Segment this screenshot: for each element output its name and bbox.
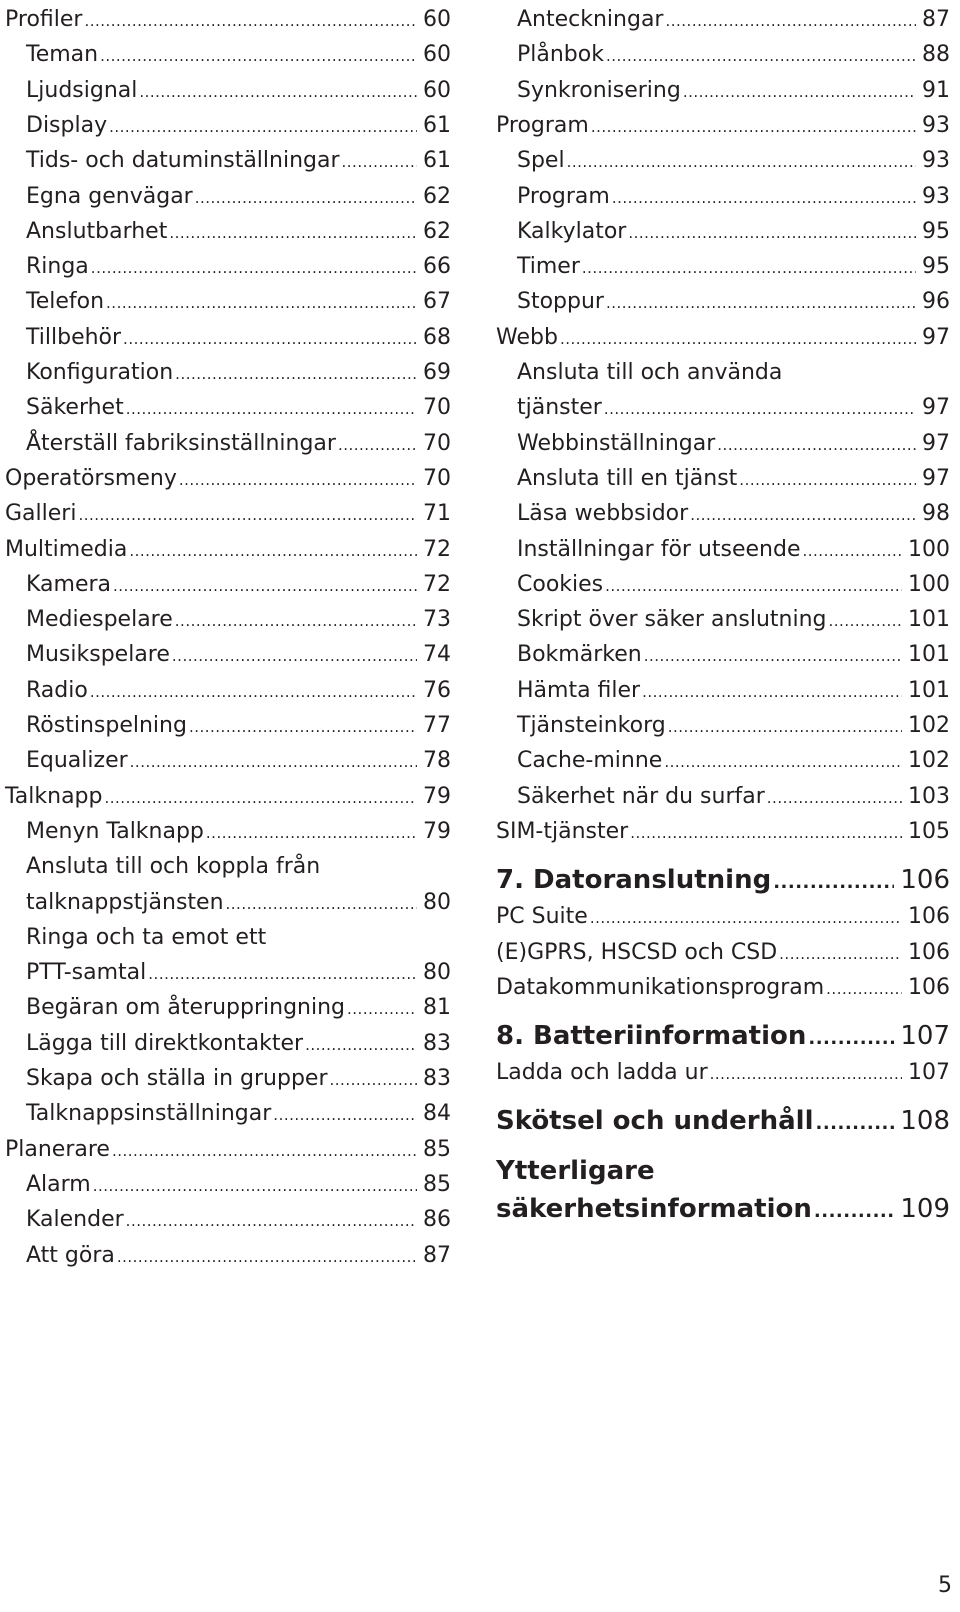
toc-entry-title: Plånbok (517, 42, 604, 68)
toc-entry-title: Ladda och ladda ur (496, 1060, 708, 1086)
toc-entry-title: Galleri (5, 501, 77, 527)
dot-leader (642, 673, 902, 710)
toc-entry-page: 60 (423, 77, 451, 103)
toc-entry-talknapp[interactable] (5, 779, 451, 816)
toc-entry-skötsel-och-underhåll[interactable] (496, 1102, 950, 1143)
toc-entry-talknappsinställningar[interactable] (5, 1096, 451, 1133)
toc-entry-page: 81 (423, 995, 451, 1021)
toc-entry-tids-och-datuminställningar[interactable] (5, 143, 451, 180)
toc-entry-page: 66 (423, 254, 451, 280)
toc-entry-page: 72 (423, 571, 451, 597)
toc-entry-page: 95 (922, 254, 950, 280)
toc-entry-konfiguration[interactable] (5, 355, 451, 392)
toc-entry-title: 8. Batteriinformation (496, 1021, 807, 1052)
toc-entry-page: 93 (922, 183, 950, 209)
toc-entry-begäran-om-återuppringning[interactable] (5, 990, 451, 1027)
toc-entry-page: 80 (423, 889, 451, 915)
toc-entry-title: Operatörsmeny (5, 465, 177, 491)
toc-entry-title: Musikspelare (26, 642, 170, 668)
toc-entry-musikspelare[interactable] (5, 637, 451, 674)
dot-leader (109, 108, 417, 145)
toc-entry-title-line: Ansluta till och använda (517, 360, 783, 385)
dot-leader (84, 2, 417, 39)
toc-entry-title: Webbinställningar (517, 430, 716, 456)
toc-entry-page: 79 (423, 783, 451, 809)
toc-entry-title: Synkronisering (517, 77, 681, 103)
dot-leader (815, 1102, 894, 1143)
toc-entry-page: 83 (423, 1066, 451, 1091)
toc-entry-page: 100 (908, 536, 950, 562)
dot-leader (779, 935, 902, 972)
toc-entry-page: 95 (922, 218, 950, 244)
toc-entry-talknappstjänsten[interactable] (5, 885, 451, 922)
toc-entry-title: Tids- och datuminställningar (26, 148, 340, 174)
toc-entry-title: Lägga till direktkontakter (26, 1030, 304, 1056)
toc-entry-säkerhetsinformation[interactable] (496, 1190, 950, 1231)
toc-entry-title: Display (26, 112, 108, 138)
dot-leader (739, 461, 916, 498)
toc-entry-title: Menyn Talknapp (26, 818, 204, 844)
dot-leader (172, 637, 417, 674)
toc-entry-webb[interactable] (496, 320, 950, 357)
toc-entry-menyn-talknapp[interactable] (5, 814, 451, 851)
toc-entry-page: 98 (922, 501, 950, 527)
toc-entry-ladda-och-ladda-ur[interactable] (496, 1055, 950, 1092)
toc-entry-tillbehör[interactable] (5, 320, 451, 357)
toc-entry-page: 101 (908, 677, 950, 703)
dot-leader (814, 1190, 894, 1231)
dot-leader (590, 899, 902, 936)
toc-entry-title: Kalender (26, 1207, 124, 1233)
dot-leader (226, 885, 417, 922)
dot-leader (560, 320, 916, 357)
toc-entry-page: 97 (922, 324, 950, 350)
toc-entry-title: Skript över säker anslutning (517, 607, 827, 633)
toc-entry-title: Tillbehör (26, 324, 122, 350)
toc-entry-title: Ljudsignal (26, 77, 138, 103)
toc-entry-mediespelare[interactable] (5, 602, 451, 639)
toc-entry-page: 107 (908, 1060, 950, 1086)
toc-entry-page: 86 (423, 1207, 451, 1233)
toc-entry-ljudsignal[interactable] (5, 73, 451, 110)
toc-entry-page: 73 (423, 607, 451, 633)
toc-entry-page: 60 (423, 7, 451, 32)
toc-entry-title: Tjänsteinkorg (517, 713, 666, 738)
toc-entry-page: 88 (922, 42, 950, 68)
toc-entry-page: 103 (908, 783, 950, 809)
toc-entry-page: 70 (423, 430, 451, 456)
dot-leader (206, 814, 417, 851)
dot-leader (710, 1055, 902, 1092)
dot-leader (78, 496, 417, 533)
toc-entry-title: Hämta filer (517, 677, 641, 703)
dot-leader (123, 320, 417, 357)
toc-entry-page: 106 (900, 865, 950, 896)
toc-entry-title: Teman (26, 42, 99, 68)
dot-leader (582, 249, 916, 286)
dot-leader (129, 532, 417, 569)
dot-leader (717, 426, 916, 463)
toc-entry-lägga-till-direktkontakter[interactable] (5, 1026, 451, 1063)
toc-entry-page: 61 (423, 112, 451, 138)
toc-entry-sim-tjänster[interactable] (496, 814, 950, 851)
toc-entry-egna-genvägar[interactable] (5, 179, 451, 216)
toc-entry-page: 108 (900, 1106, 950, 1137)
toc-entry-page: 69 (423, 360, 451, 385)
toc-entry-title: 7. Datoranslutning (496, 865, 772, 896)
toc-entry-title-line: Ytterligare (496, 1156, 655, 1187)
dot-leader (113, 567, 417, 604)
toc-entry-hämta-filer[interactable] (496, 673, 950, 710)
toc-entry-anslutbarhet[interactable] (5, 214, 451, 251)
toc-entry-page: 77 (423, 713, 451, 738)
dot-leader (567, 143, 916, 180)
toc-entry-ringa[interactable] (5, 249, 451, 286)
toc-entry-page: 91 (922, 77, 950, 103)
toc-entry-säkerhet-när-du-surfar[interactable] (496, 779, 950, 816)
dot-leader (630, 814, 902, 851)
toc-entry-page: 78 (423, 748, 451, 774)
toc-entry-title: Bokmärken (517, 642, 642, 668)
toc-entry-title: säkerhetsinformation (496, 1194, 812, 1225)
toc-entry-title: Ringa (26, 254, 89, 280)
toc-entry-title: Att göra (26, 1242, 115, 1268)
dot-leader (148, 955, 417, 992)
toc-entry-title: Radio (26, 677, 88, 703)
toc-entry-title-line: Ringa och ta emot ett (26, 924, 267, 950)
toc-entry-page: 67 (423, 289, 451, 315)
toc-entry-ansluta-till-en-tjänst[interactable] (496, 461, 950, 498)
toc-entry-title: Återställ fabriksinställningar (26, 430, 336, 456)
toc-entry-profiler[interactable] (5, 2, 451, 39)
toc-entry-equalizer[interactable] (5, 743, 451, 780)
dot-leader (773, 861, 894, 902)
toc-entry-säkerhet[interactable] (5, 390, 451, 427)
toc-entry-page: 70 (423, 395, 451, 421)
dot-leader (342, 143, 417, 180)
toc-entry-skript-över-säker-anslutning[interactable] (496, 602, 950, 639)
toc-entry-page: 85 (423, 1136, 451, 1162)
dot-leader (90, 673, 417, 710)
toc-entry-title: Ansluta till en tjänst (517, 465, 738, 491)
toc-entry-title: Konfiguration (26, 360, 174, 385)
page-number: 5 (938, 1573, 952, 1598)
toc-entry-radio[interactable] (5, 673, 451, 710)
toc-entry-title: Egna genvägar (26, 183, 193, 209)
dot-leader (683, 73, 916, 110)
dot-leader (606, 37, 916, 74)
toc-entry-page: 97 (922, 395, 950, 421)
dot-leader (175, 602, 417, 639)
toc-entry-page: 97 (922, 465, 950, 491)
toc-entry-page: 76 (423, 677, 451, 703)
toc-entry-page: 60 (423, 42, 451, 68)
dot-leader (803, 532, 903, 569)
toc-entry-page: 83 (423, 1030, 451, 1056)
toc-entry-7-datoranslutning[interactable] (496, 861, 950, 902)
toc-entry-page: 109 (900, 1194, 950, 1225)
dot-leader (179, 461, 417, 498)
toc-entry-page: 106 (908, 974, 950, 1000)
toc-entry-title: Talknappsinställningar (26, 1101, 272, 1127)
toc-entry-display[interactable] (5, 108, 451, 145)
toc-entry-title: Röstinspelning (26, 713, 187, 738)
toc-entry-title: Mediespelare (26, 607, 173, 633)
dot-leader (605, 567, 902, 604)
toc-entry-datakommunikationsprogram[interactable] (496, 970, 950, 1007)
toc-entry-title: Begäran om återuppringning (26, 995, 346, 1021)
toc-entry-plånbok[interactable] (496, 37, 950, 74)
toc-entry-page: 62 (423, 218, 451, 244)
dot-leader (305, 1026, 417, 1063)
toc-entry-title: Planerare (5, 1136, 110, 1162)
toc-entry-title: Stoppur (517, 289, 604, 315)
toc-entry-title: Equalizer (26, 748, 128, 774)
dot-leader (130, 743, 417, 780)
toc-entry-page: 102 (908, 748, 950, 774)
dot-leader (139, 73, 417, 110)
dot-leader (91, 249, 417, 286)
dot-leader (664, 743, 902, 780)
toc-entry-ptt-samtal[interactable] (5, 955, 451, 992)
toc-entry-page: 96 (922, 289, 950, 315)
dot-leader (826, 970, 902, 1007)
toc-entry-page: 106 (908, 904, 950, 930)
toc-entry-title: Datakommunikationsprogram (496, 974, 825, 1000)
toc-entry-title: Cookies (517, 571, 604, 597)
toc-entry-title: tjänster (517, 395, 602, 421)
toc-entry-title: PTT-samtal (26, 960, 147, 986)
toc-entry-skapa-och-ställa-in-grupper[interactable] (5, 1061, 451, 1098)
toc-entry-röstinspelning[interactable] (5, 708, 451, 745)
toc-entry-title: Anslutbarhet (26, 218, 168, 244)
toc-entry-page: 101 (908, 642, 950, 668)
dot-leader (330, 1061, 417, 1098)
dot-leader (100, 37, 417, 74)
toc-entry-cookies[interactable] (496, 567, 950, 604)
toc-entry-title: Telefon (26, 289, 105, 315)
dot-leader (175, 355, 417, 392)
toc-entry-title: Spel (517, 148, 565, 174)
toc-entry-kamera[interactable] (5, 567, 451, 604)
toc-entry-title: Säkerhet när du surfar (517, 783, 765, 809)
toc-entry-tjänster[interactable] (496, 390, 950, 427)
toc-entry-page: 93 (922, 148, 950, 174)
toc-entry-att-göra[interactable] (5, 1238, 451, 1275)
dot-leader (829, 602, 902, 639)
toc-entry-page: 101 (908, 607, 950, 633)
toc-entry-page: 107 (900, 1021, 950, 1052)
toc-entry-page: 62 (423, 183, 451, 209)
toc-entry-page: 106 (908, 939, 950, 965)
dot-leader (628, 214, 916, 251)
toc-entry-title: Säkerhet (26, 395, 124, 421)
toc-entry-title: Talknapp (5, 783, 103, 809)
toc-entry-page: 85 (423, 1171, 451, 1197)
toc-entry-page: 102 (908, 713, 950, 738)
toc-entry-title: Kalkylator (517, 218, 627, 244)
toc-entry-pc-suite[interactable] (496, 899, 950, 936)
toc-entry-title: Program (496, 112, 589, 138)
toc-entry-page: 93 (922, 112, 950, 138)
dot-leader (604, 390, 916, 427)
toc-entry-stoppur[interactable] (496, 284, 950, 321)
toc-entry-program[interactable] (496, 179, 950, 216)
toc-entry-synkronisering[interactable] (496, 73, 950, 110)
dot-leader (105, 779, 418, 816)
toc-entry-page: 87 (922, 7, 950, 32)
toc-entry-title: Program (517, 183, 610, 209)
dot-leader (668, 708, 902, 745)
toc-entry-page: 100 (908, 571, 950, 597)
dot-leader (117, 1238, 417, 1275)
toc-entry-bokmärken[interactable] (496, 637, 950, 674)
dot-leader (169, 214, 417, 251)
dot-leader (189, 708, 417, 745)
toc-entry-title: Multimedia (5, 536, 128, 562)
dot-leader (690, 496, 916, 533)
toc-entry-title: Skötsel och underhåll (496, 1106, 814, 1137)
toc-entry-page: 74 (423, 642, 451, 668)
toc-entry-återställ-fabriksinställningar[interactable] (5, 426, 451, 463)
toc-entry-page: 84 (423, 1101, 451, 1127)
toc-entry-title: Alarm (26, 1171, 91, 1197)
toc-entry-page: 87 (423, 1242, 451, 1268)
toc-entry-telefon[interactable] (5, 284, 451, 321)
toc-entry-title: Kamera (26, 571, 112, 597)
toc-entry-webbinställningar[interactable] (496, 426, 950, 463)
toc-entry-operatörsmeny[interactable] (5, 461, 451, 498)
toc-entry-title: Timer (517, 254, 580, 280)
toc-entry-galleri[interactable] (5, 496, 451, 533)
toc-entry-timer[interactable] (496, 249, 950, 286)
dot-leader (93, 1167, 417, 1204)
dot-leader (665, 2, 916, 39)
toc-entry-title: Inställningar för utseende (517, 536, 801, 562)
toc-entry-page: 80 (423, 960, 451, 986)
dot-leader (612, 179, 916, 216)
dot-leader (808, 1017, 894, 1058)
dot-leader (126, 1202, 417, 1239)
toc-entry-title-line: Ansluta till och koppla från (26, 854, 321, 880)
toc-entry-tjänsteinkorg[interactable] (496, 708, 950, 745)
toc-entry-title: talknappstjänsten (26, 889, 224, 915)
toc-entry-cache-minne[interactable] (496, 743, 950, 780)
toc-entry-multimedia[interactable] (5, 532, 451, 569)
toc-entry-inställningar-för-utseende[interactable] (496, 532, 950, 569)
toc-entry-title: Anteckningar (517, 7, 664, 32)
toc-entry-e-gprs-hscsd-och-csd[interactable] (496, 935, 950, 972)
toc-entry-title: PC Suite (496, 904, 588, 930)
toc-entry-anteckningar[interactable] (496, 2, 950, 39)
toc-entry-page: 79 (423, 818, 451, 844)
toc-entry-spel[interactable] (496, 143, 950, 180)
dot-leader (106, 284, 417, 321)
toc-entry-title: SIM-tjänster (496, 818, 629, 844)
dot-leader (112, 1132, 417, 1169)
toc-entry-teman[interactable] (5, 37, 451, 74)
dot-leader (338, 426, 417, 463)
toc-entry-page: 68 (423, 324, 451, 350)
toc-entry-title: Webb (496, 324, 558, 350)
toc-entry-title: Cache-minne (517, 748, 663, 774)
toc-entry-page: 97 (922, 430, 950, 456)
toc-entry-program[interactable] (496, 108, 950, 145)
toc-entry-title: Läsa webbsidor (517, 501, 689, 527)
toc-entry-page: 105 (908, 818, 950, 844)
toc-entry-8-batteriinformation[interactable] (496, 1017, 950, 1058)
toc-entry-title: Skapa och ställa in grupper (26, 1066, 328, 1091)
toc-entry-page: 71 (423, 501, 451, 527)
dot-leader (606, 284, 916, 321)
toc-entry-page: 61 (423, 148, 451, 174)
toc-entry-title: (E)GPRS, HSCSD och CSD (496, 939, 778, 965)
dot-leader (347, 990, 417, 1027)
toc-entry-planerare[interactable] (5, 1132, 451, 1169)
dot-leader (644, 637, 902, 674)
dot-leader (273, 1096, 417, 1133)
toc-entry-page: 72 (423, 536, 451, 562)
dot-leader (767, 779, 902, 816)
toc-entry-page: 70 (423, 465, 451, 491)
dot-leader (126, 390, 417, 427)
toc-entry-läsa-webbsidor[interactable] (496, 496, 950, 533)
dot-leader (591, 108, 916, 145)
toc-entry-title: Profiler (5, 7, 83, 32)
toc-entry-kalkylator[interactable] (496, 214, 950, 251)
toc-entry-alarm[interactable] (5, 1167, 451, 1204)
toc-entry-kalender[interactable] (5, 1202, 451, 1239)
dot-leader (195, 179, 417, 216)
